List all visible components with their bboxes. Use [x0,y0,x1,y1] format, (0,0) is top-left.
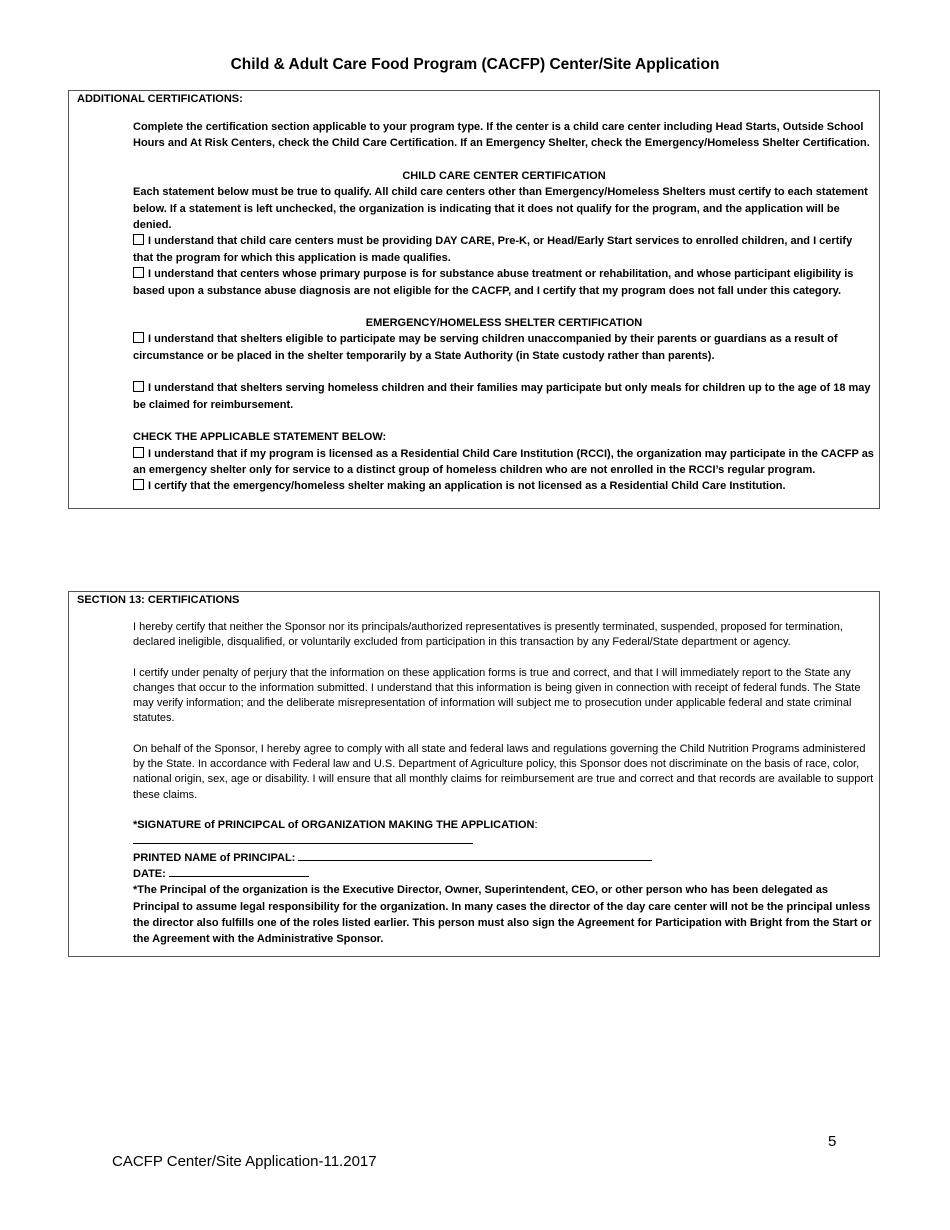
shelter-check-item: I understand that if my program is licensed as a Residential Child Care Institution (RCCI), the organization may participate in the CACFP as an emergency shelter only for service to a distinct group of homeless children who are not enrolled in the RCCI’s regular program. [133,447,874,476]
child-care-item: I understand that child care centers must be providing DAY CARE, Pre-K, or Head/Early Start services to enrolled children, and I certify that the program for which this application is made qualifies. [133,235,853,264]
shelter-item: I understand that shelters serving homeless children and their families may participate but only meals for children up to the age of 18 may be claimed for reimbursement. [133,382,871,411]
checkbox[interactable] [133,234,144,245]
section-13-content [133,620,875,948]
additional-certifications-content [133,119,875,495]
signature-field[interactable] [133,833,473,844]
check-applicable-heading: CHECK THE APPLICABLE STATEMENT BELOW: [133,431,387,444]
section-heading: SECTION 13: CERTIFICATIONS [77,594,240,606]
checkbox[interactable] [133,479,144,490]
certification-paragraph: I certify under penalty of perjury that the information on these application forms is true and correct, and that I will immediately report to the State any changes that occur to the information submitted. I understand that this information is being given in connection with receipt of federal funds. The State may verify information; and the deliberate misrepresentation of information will subject me to prosecution under applicable federal and state criminal statutes. [133,666,861,725]
shelter-check-item: I certify that the emergency/homeless shelter making an application is not licensed as a Residential Child Care Institution. [133,478,875,494]
date-line: DATE: [133,866,875,882]
page-number: 5 [828,1133,837,1150]
checkbox[interactable] [133,267,144,278]
shelter-heading: EMERGENCY/HOMELESS SHELTER CERTIFICATION [365,317,643,330]
intro-text: Complete the certification section applicable to your program type. If the center is a child care center including Head Starts, Outside School Hours and At Risk Centers, check the Child Care Certification. If an Emergency Shelter, check the Emergency/Homeless Shelter Certification. [133,121,870,150]
shelter-item: I understand that shelters eligible to participate may be serving children unaccompanied by their parents or guardians as a result of circumstance or be placed in the shelter temporarily by a State Authority (in State custody rather than parents). [133,333,838,362]
checkbox[interactable] [133,381,144,392]
additional-certifications-section [68,90,880,509]
section-13-certifications [68,591,880,957]
date-field[interactable] [169,866,309,877]
printed-name-line: PRINTED NAME of PRINCIPAL: [133,850,875,866]
certification-paragraph: I hereby certify that neither the Sponsor nor its principals/authorized representatives is presently terminated, suspended, proposed for termination, declared ineligible, disqualified, or voluntarily excluded from participation in this transaction by any Federal/State department or agency. [133,621,843,649]
checkbox[interactable] [133,447,144,458]
footer-text: CACFP Center/Site Application-11.2017 [112,1153,377,1170]
principal-note: *The Principal of the organization is the Executive Director, Owner, Superintendent, CEO, or other person who has been delegated as Principal to assume legal responsibility for the organization. In many cases the director of the day care center will not be the principal unless the director also fulfills one of the roles listed earlier. This person must also sign the Agreement for Participation with Bright from the Start or the Agreement with the Administrative Sponsor. [133,884,872,946]
signature-line: *SIGNATURE of PRINCIPCAL of ORGANIZATION MAKING THE APPLICATION: [133,818,875,850]
section-heading: ADDITIONAL CERTIFICATIONS: [77,93,243,105]
printed-name-field[interactable] [298,850,652,861]
page-title: Child & Adult Care Food Program (CACFP) Center/Site Application [230,56,720,73]
child-care-item: I understand that centers whose primary purpose is for substance abuse treatment or rehabilitation, and whose participant eligibility is based upon a substance abuse diagnosis are not eligible for the CACFP, and I certify that my program does not fall under this category. [133,268,854,297]
child-care-heading: CHILD CARE CENTER CERTIFICATION [402,169,606,182]
child-care-instructions: Each statement below must be true to qualify. All child care centers other than Emergency/Homeless Shelters must certify to each statement below. If a statement is left unchecked, the organization is indicating that it does not qualify for the program, and the application will be denied. [133,186,868,232]
checkbox[interactable] [133,332,144,343]
certification-paragraph: On behalf of the Sponsor, I hereby agree to comply with all state and federal laws and regulations governing the Child Nutrition Programs administered by the State. In accordance with Federal law and U.S. Department of Agriculture policy, this Sponsor does not discriminate on the basis of race, color, national origin, sex, age or disability. I will ensure that all monthly claims for reimbursement are true and correct and that records are available to support these claims. [133,742,874,801]
